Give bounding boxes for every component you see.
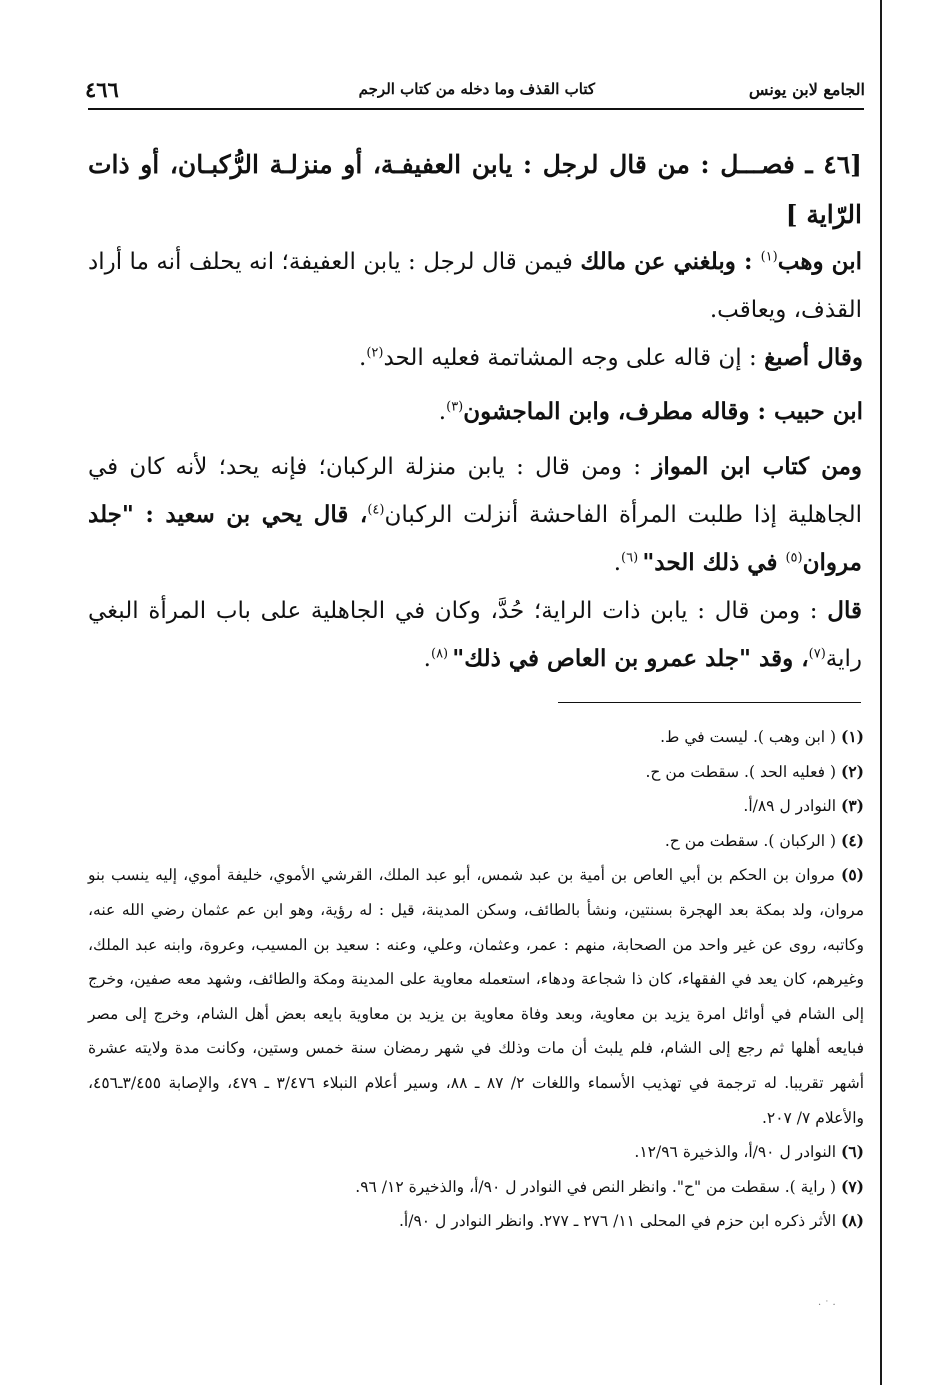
running-header — [85, 77, 865, 106]
para-3-text: : وقاله مطرف، وابن الماجشون — [463, 398, 774, 425]
para-3-lead: ابن حبيب — [774, 398, 863, 425]
paragraph-2 — [359, 334, 863, 382]
para-5-bold: ، وقد "جلد عمرو بن العاص في ذلك" — [452, 645, 809, 672]
footnote-8 — [88, 1204, 864, 1239]
note-ref-4: (٤) — [367, 502, 385, 518]
para-4-text: : ومن قال : يابن منزلة الركبان؛ فإنه يحد؛ لأنه كان في الجاهلية إذا طلبت المرأة الفاحشة أنزلت الركبان — [88, 454, 862, 528]
footnote-number: (٧) — [840, 1176, 864, 1196]
para-4-bold-2: في ذلك الحد" — [642, 549, 786, 576]
footnote-number: (٢) — [840, 761, 864, 781]
para-2-text: : إن قاله على وجه المشاتمة فعليه الحد — [383, 345, 765, 371]
footnote-text: ( فعليه الحد ). سقطت من ح. — [645, 762, 837, 781]
page-edge-line — [880, 0, 882, 1385]
footnote-5 — [88, 858, 864, 1135]
note-ref-6: (٦) — [621, 550, 643, 566]
footnote-number: (٥) — [840, 865, 864, 885]
chapter-title: كتاب القذف وما دخله من كتاب الرجم — [358, 80, 595, 98]
note-ref-1: (١) — [760, 249, 778, 265]
note-ref-8: (٨) — [430, 646, 453, 662]
footnote-number: (٦) — [840, 1142, 864, 1162]
footnote-number: (٣) — [840, 796, 864, 816]
running-title: الجامع لابن يونس — [748, 80, 865, 99]
footnote-number: (١) — [840, 727, 864, 746]
footnote-number: (٤) — [840, 830, 864, 850]
para-1-text: فيمن قال لرجل : يابن العفيفة؛ انه يحلف أنه ما أراد القذف، ويعاقب. — [88, 249, 862, 323]
header-rule — [88, 108, 864, 110]
footnote-2 — [88, 755, 864, 790]
para-4-tail: . — [613, 550, 622, 576]
para-5-tail: . — [423, 646, 431, 672]
para-2-lead: وقال أصبغ — [764, 344, 863, 371]
footnote-text: ( الركبان ). سقطت من ح. — [664, 831, 837, 850]
para-3-tail: . — [438, 399, 447, 425]
note-ref-5: (٥) — [785, 550, 803, 566]
para-1-lead: ابن وهب — [777, 248, 862, 275]
paragraph-4 — [88, 443, 862, 587]
paragraph-5 — [88, 587, 862, 683]
paragraph-1 — [88, 238, 862, 334]
para-4-lead: ومن كتاب ابن المواز — [652, 453, 863, 480]
para-1-bold: : وبلغني عن مالك — [580, 248, 761, 275]
footnote-separator — [558, 702, 861, 703]
footnote-text: النوادر ل ٨٩/أ. — [743, 797, 837, 816]
footnote-text: الأثر ذكره ابن حزم في المحلى ١١/ ٢٧٦ ـ ٢٧٧. وانظر النوادر ل ٩٠/أ. — [398, 1212, 837, 1231]
main-text — [88, 140, 862, 240]
footnote-text: ( راية ). سقطت من "ح". وانظر النص في النوادر ل ٩٠/أ، والذخيرة ١٢/ ٩٦. — [355, 1177, 837, 1196]
note-ref-3: (٣) — [446, 399, 464, 415]
para-2-tail: . — [359, 345, 367, 371]
paragraph-3 — [439, 388, 863, 436]
para-5-text: : ومن قال : يابن ذات الراية؛ حُدَّ، وكان في الجاهلية على باب المرأة البغي راية — [88, 598, 862, 672]
footnotes — [88, 720, 864, 1239]
footnote-6 — [88, 1135, 864, 1170]
footnote-7 — [88, 1170, 864, 1205]
footnote-text: ( ابن وهب ). ليست في ط. — [660, 728, 837, 746]
footnote-1 — [88, 720, 864, 755]
section-heading: [٤٦ ـ فصـــل : من قال لرجل : يابن العفيفـة، أو منزلـة الرُّكبـان، أو ذات الرّاية ] — [88, 150, 862, 229]
footnote-3 — [88, 789, 864, 824]
footnote-text: مروان بن الحكم بن أبي العاص بن أمية بن عبد شمس، أبو عبد الملك، القرشي الأموي، خليفة أموي، إليه ينسب بنو مروان، ولد بمكة بعد الهجرة بسنتين، ونشأ بالطائف، وسكن المدينة، قيل : له رؤية، وهو ابن عم عثمان رضي الله عنه، وكاتبه، روى عن غير واحد من الصحابة، منهم : عمر، وعثمان، وعلي، وعنه : سعيد بن المسيب، وعروة، وابنه عبد الملك، وغيرهم، كان يعد في الفقهاء، كان ذا شجاعة ودهاء، استعمله معاوية على المدينة ومكة والطائف، وشهد معه صفين، وخرج إلى الشام في أوائل امرة يزيد بن معاوية، وبعد وفاة معاوية بن يزيد بن معاوية بايعه بعض أهل الشام، وخرج إلى مصر فبايعه أهلها ثم رجع إلى الشام، فلم يلبث أن مات وذلك في شهر رمضان سنة خمس وستين، وكانت مدة ولايته عشرة أشهر تقريبا. له ترجمة في تهذيب الأسماء واللغات ٢/ ٨٧ ـ ٨٨، وسير أعلام النبلاء ٣/٤٧٦ ـ ٤٧٩، والإصابة ٣/٤٥٥ـ٤٥٦، والأعلام ٧/ ٢٠٧. — [88, 866, 864, 1127]
footnote-text: النوادر ل ٩٠/أ، والذخيرة ١٢/٩٦. — [634, 1143, 837, 1162]
note-ref-7: (٧) — [808, 646, 826, 662]
scan-specks: · ˙ · — [818, 1300, 836, 1311]
page-number: ٤٦٦ — [85, 77, 119, 102]
note-ref-2: (٢) — [366, 345, 384, 361]
footnote-number: (٨) — [840, 1211, 864, 1231]
footnote-4 — [88, 824, 864, 859]
para-5-lead: قال — [827, 597, 862, 624]
para-4-bold: ، قال يحي بن سعيد : "جلد مروان — [88, 501, 862, 576]
